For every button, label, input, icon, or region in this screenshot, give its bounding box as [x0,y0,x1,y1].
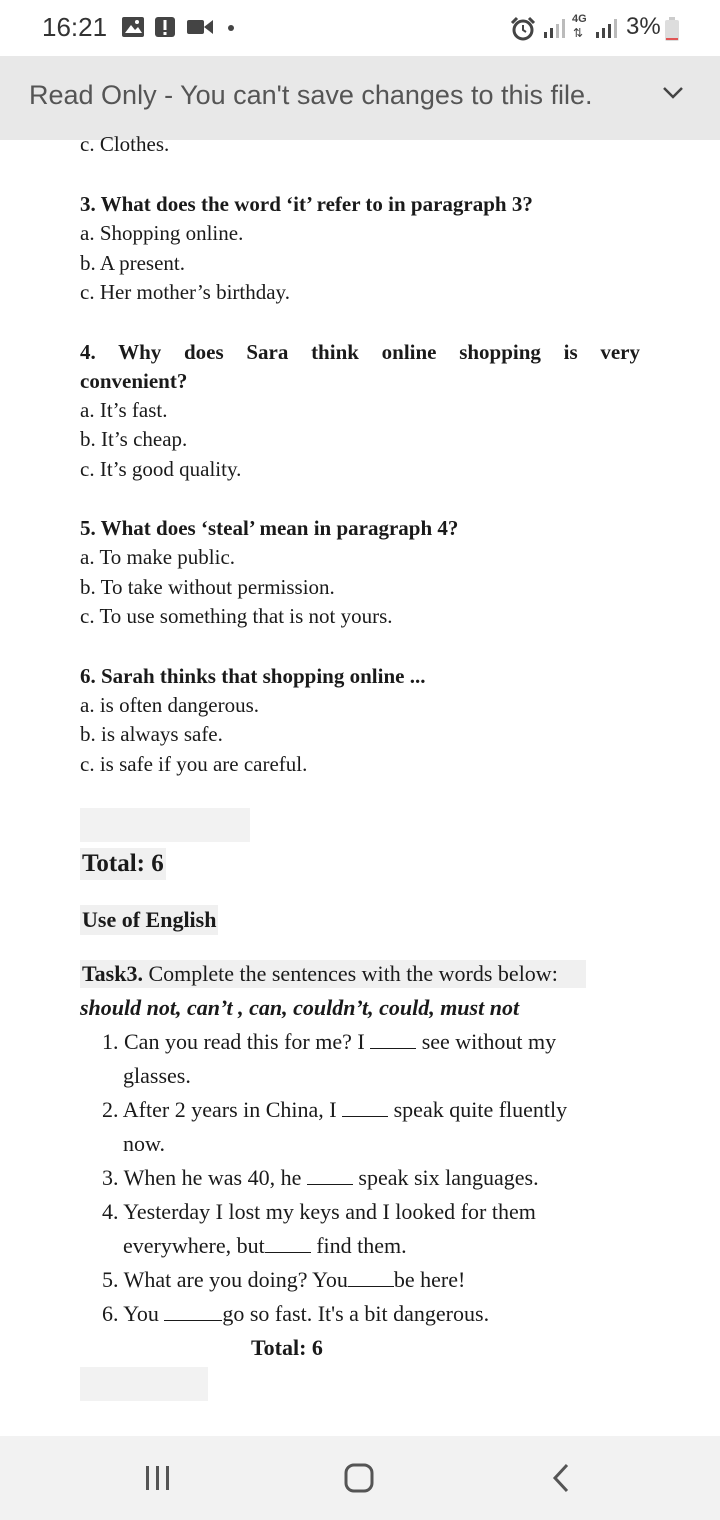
battery-percent: 3% [626,13,661,40]
status-bar [0,0,720,56]
total-score: Total: 6 [251,1335,323,1360]
sentence-6: 6. You go so fast. It's a bit dangerous. [102,1301,490,1326]
sentence-1: 1. Can you read this for me? I see without my [102,1029,557,1054]
data-arrows-icon: ⇅ [573,26,584,40]
alert-icon [154,16,176,38]
option-text: c. Clothes. [80,132,170,156]
option-text: c. It’s good quality. [80,457,242,481]
option-text: b. It’s cheap. [80,427,188,451]
shaded-field [80,1367,208,1401]
option-text: b. A present. [80,251,185,275]
sentence-4: 4. Yesterday I lost my keys and I looked for them [102,1199,536,1224]
question-6: 6. Sarah thinks that shopping online ... [80,664,426,688]
sentence-2-cont: now. [123,1131,165,1156]
section-heading: Use of English [80,905,218,935]
recent-apps-icon[interactable] [144,1464,172,1492]
blank-field [265,1234,311,1253]
video-icon [186,16,214,38]
question-3: 3. What does the word ‘it’ refer to in paragraph 3? [80,192,533,216]
blank-field [370,1030,416,1049]
option-text: a. is often dangerous. [80,693,260,717]
option-text: a. It’s fast. [80,398,168,422]
task3-text: Complete the sentences with the words below: [142,961,558,986]
word-bank: should not, can’t , can, couldn’t, could, must not [80,995,520,1020]
task3-instruction [80,960,586,988]
home-icon[interactable] [343,1462,375,1494]
blank-field [342,1098,388,1117]
option-text: a. Shopping online. [80,221,244,245]
dot-icon [226,16,236,38]
image-icon [121,16,145,38]
question-4-cont: convenient? [80,369,188,393]
option-text: b. is always safe. [80,722,223,746]
sentence-3: 3. When he was 40, he speak six languages. [102,1165,539,1190]
network-type: 4G [572,13,587,25]
blank-field [348,1268,394,1287]
sentence-4-cont: everywhere, but find them. [123,1233,407,1258]
blank-field [164,1302,222,1321]
option-text: c. To use something that is not yours. [80,604,393,628]
question-4: 4. Why does Sara think online shopping is very [80,340,640,364]
read-only-message: Read Only - You can't save changes to this file. [29,80,593,110]
option-text: a. To make public. [80,545,236,569]
signal-icon [542,16,566,40]
blank-field [307,1166,353,1185]
status-time: 16:21 [42,12,108,42]
option-text: c. Her mother’s birthday. [80,280,290,304]
shaded-field [80,808,250,842]
task3-label: Task3. [82,961,143,986]
question-5: 5. What does ‘steal’ mean in paragraph 4? [80,516,459,540]
sentence-1-cont: glasses. [123,1063,191,1088]
navigation-bar [0,1436,720,1520]
battery-icon [664,16,680,42]
total-score: Total: 6 [80,848,166,880]
sentence-5: 5. What are you doing? You be here! [102,1267,466,1292]
sentence-2: 2. After 2 years in China, I speak quite fluently [102,1097,568,1122]
signal-icon [594,16,618,40]
chevron-down-icon[interactable] [662,86,684,100]
alarm-icon [510,16,536,42]
read-only-banner[interactable] [0,56,720,140]
option-text: b. To take without permission. [80,575,335,599]
option-text: c. is safe if you are careful. [80,752,308,776]
back-icon[interactable] [550,1462,572,1494]
